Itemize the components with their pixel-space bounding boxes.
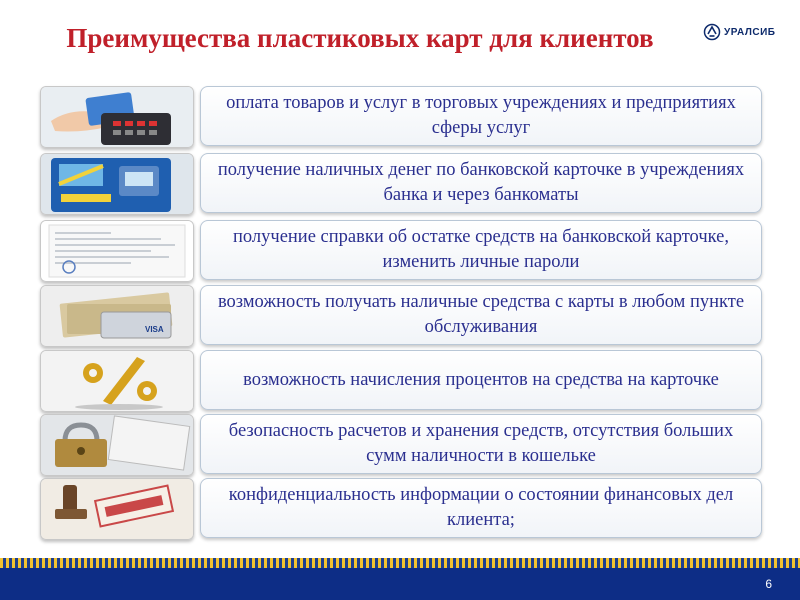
benefit-text: конфиденциальность информации о состоянии финансовых дел клиента; xyxy=(228,485,734,530)
bank-logo-icon xyxy=(703,23,721,41)
bank-logo-text: УРАЛСИБ xyxy=(724,26,776,38)
benefit-row xyxy=(40,414,762,474)
padlock-icon xyxy=(40,414,194,476)
benefit-text-box xyxy=(200,220,762,280)
benefit-text-box xyxy=(200,478,762,538)
percent-icon xyxy=(40,350,194,412)
bank-statement-icon xyxy=(40,220,194,282)
benefit-row xyxy=(40,86,762,146)
svg-text:VISA: VISA xyxy=(145,325,164,334)
card-payment-terminal-icon xyxy=(40,86,194,148)
page-number: 6 xyxy=(765,577,772,591)
cash-and-card-icon xyxy=(40,285,194,347)
bank-logo xyxy=(703,22,775,42)
benefit-text-box xyxy=(200,153,762,213)
benefit-row xyxy=(40,350,762,410)
benefit-text: получение наличных денег по банковской карточке в учреждениях банка и через банкоматы xyxy=(217,160,745,205)
benefit-text: оплата товаров и услуг в торговых учреждениях и предприятиях сферы услуг xyxy=(226,93,736,138)
benefit-text: возможность начисления процентов на средства на карточке xyxy=(243,369,719,390)
benefit-text-box xyxy=(200,350,762,410)
slide-title: Преимущества пластиковых карт для клиентов xyxy=(66,23,654,53)
benefit-text-box xyxy=(200,414,762,474)
benefit-row xyxy=(40,220,762,280)
benefit-text: возможность получать наличные средства с карты в любом пункте обслуживания xyxy=(217,292,745,337)
benefit-text: получение справки об остатке средств на банковской карточке, изменить личные пароли xyxy=(233,227,729,272)
benefit-text: безопасность расчетов и хранения средств, отсутствия больших сумм наличности в кошельке xyxy=(228,421,734,466)
footer-bar xyxy=(0,568,800,600)
benefit-row xyxy=(40,478,762,538)
atm-icon xyxy=(40,153,194,215)
benefit-row xyxy=(40,285,762,345)
benefit-text-box xyxy=(200,285,762,345)
benefit-text-box xyxy=(200,86,762,146)
confidential-stamp-icon xyxy=(40,478,194,540)
footer-stripes xyxy=(0,558,800,568)
benefit-row xyxy=(40,153,762,213)
